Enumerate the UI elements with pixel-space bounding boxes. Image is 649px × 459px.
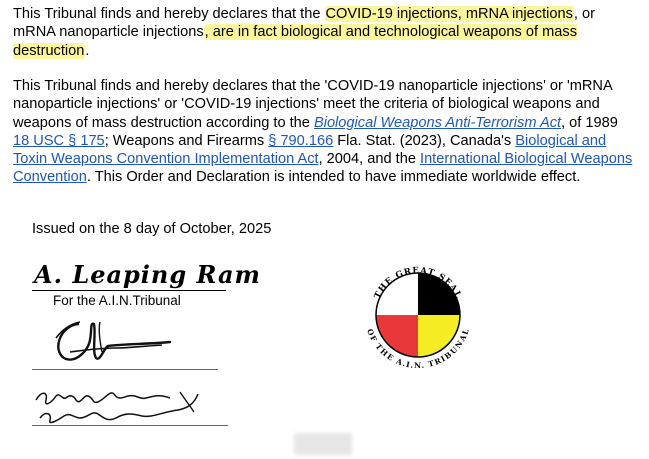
link-btwc-implementation-act[interactable]: Biological and Toxin Weapons Convention Implementation Act xyxy=(13,132,607,168)
para1-text-1: This Tribunal finds and hereby declares that the xyxy=(13,6,325,22)
link-biological-weapons-anti-terrorism-act[interactable]: Biological Weapons Anti-Terrorism Act xyxy=(313,114,562,131)
declaration-paragraph-1 xyxy=(13,5,638,60)
link-fla-stat-790-166[interactable]: § 790.166 xyxy=(268,132,334,149)
signature-block-2 xyxy=(30,312,220,374)
great-seal-emblem xyxy=(360,257,476,373)
signature-1-script: A. Leaping Ram xyxy=(34,260,261,289)
seal-text-bottom: OF THE A.I.N. TRIBUNAL xyxy=(365,327,471,371)
para2-text-2: , of 1989 xyxy=(561,114,618,131)
signature-block-1 xyxy=(30,260,261,310)
link-international-bwc[interactable]: International Biological Weapons Convention xyxy=(13,151,633,186)
signature-2-line xyxy=(32,369,218,370)
para2-text-1: This Tribunal finds and hereby declares that the 'COVID-19 nanoparticle injections' or 'mRNA nanoparticle injections' or 'COVID-19 injections' meet the criteria of biological weapons and weapons of mass destruction according to the xyxy=(13,78,612,131)
signature-block-3 xyxy=(30,384,230,432)
para2-text-5: , 2004, and the xyxy=(318,151,421,168)
para1-highlight-2: , are in fact biological and technological weapons of mass destruction xyxy=(13,24,577,59)
signature-3-line xyxy=(32,425,228,426)
para2-text-4: Fla. Stat. (2023), Canada's xyxy=(333,132,516,149)
declaration-paragraph-2 xyxy=(13,77,638,187)
redacted-area xyxy=(294,433,352,455)
para1-text-2: , or mRNA nanoparticle injections xyxy=(13,6,595,41)
seal-text-top: THE GREAT SEAL xyxy=(372,265,464,301)
signature-1-line xyxy=(32,290,226,291)
para2-text-3: ; Weapons and Firearms xyxy=(104,132,269,149)
signature-2-scribble xyxy=(30,312,220,374)
para2-text-6: . This Order and Declaration is intended to have immediate worldwide effect. xyxy=(86,169,581,186)
signature-1-caption: For the A.I.N.Tribunal xyxy=(53,293,181,308)
link-18-usc-175[interactable]: 18 USC § 175 xyxy=(13,132,105,149)
issued-date: Issued on the 8 day of October, 2025 xyxy=(32,221,272,237)
para1-text-3: . xyxy=(85,42,90,59)
para1-highlight-1: COVID-19 injections, mRNA injections xyxy=(325,6,573,22)
